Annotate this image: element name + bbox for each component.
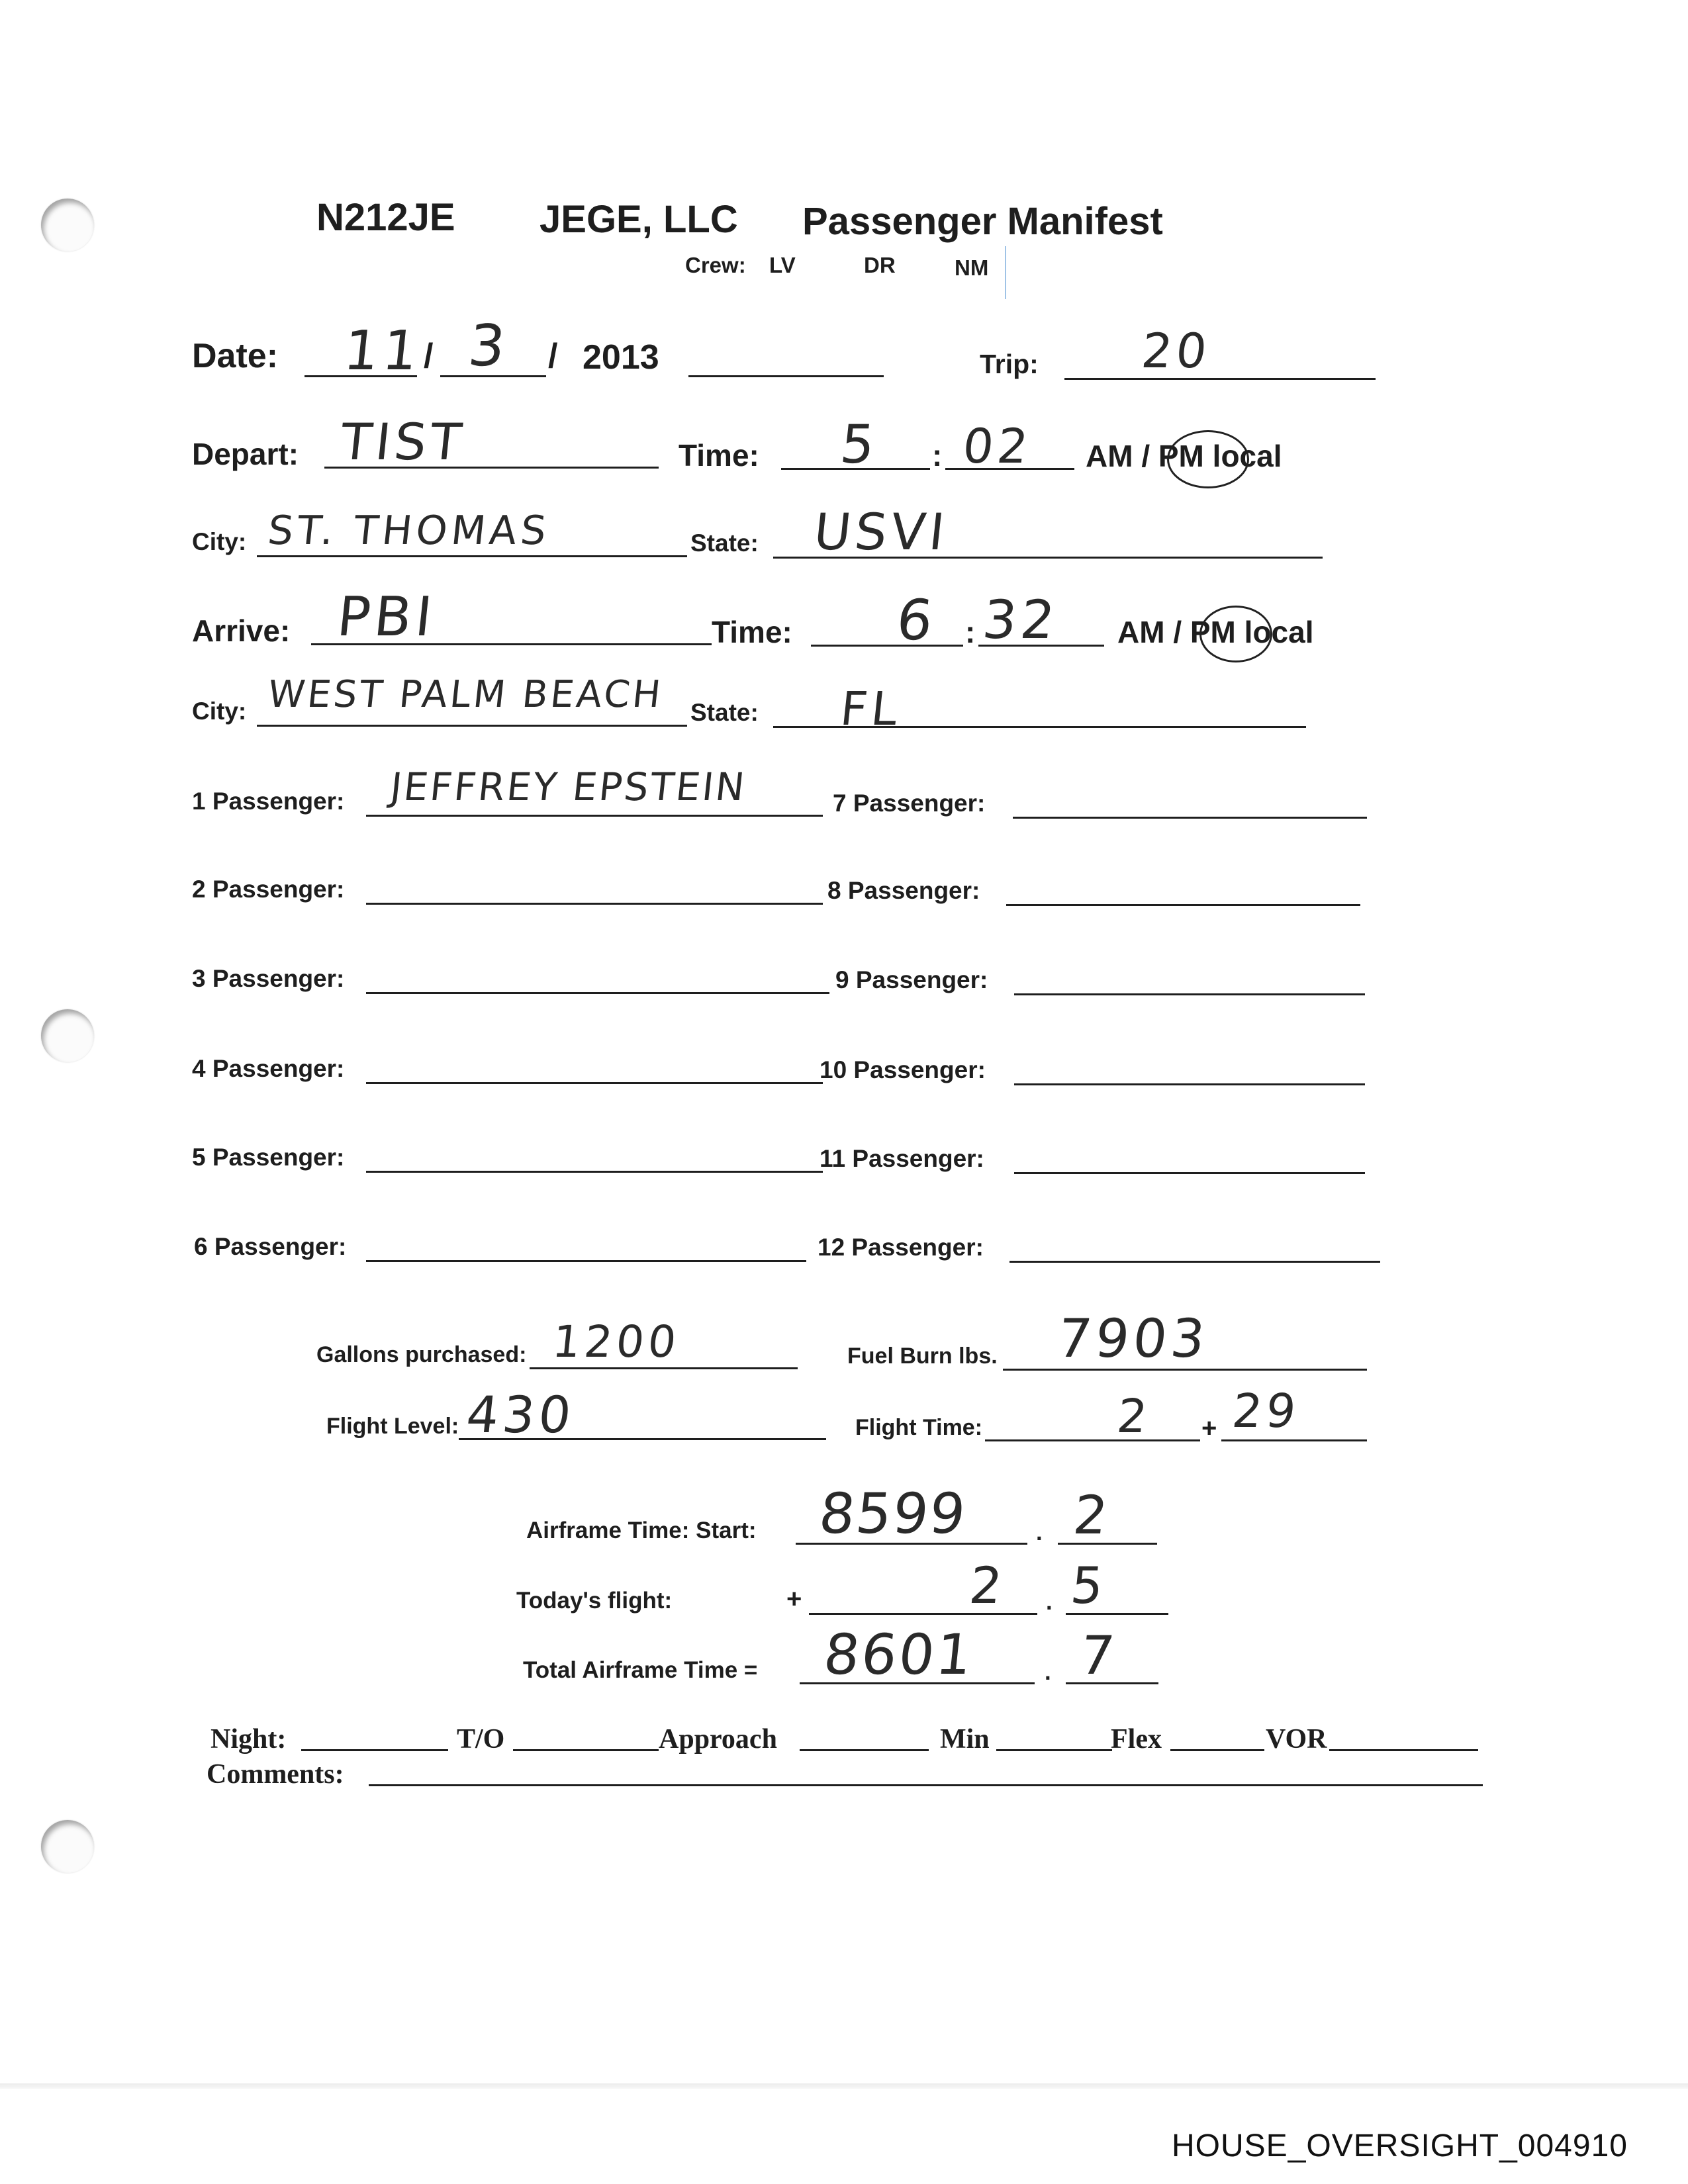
total-airframe-dot: . [1045,1659,1051,1685]
arrive-city-label: City: [192,698,247,725]
flight-time-label: Flight Time: [855,1415,983,1440]
passenger-7-label: 7 Passenger: [833,790,986,817]
date-slash-2: / [548,337,558,375]
crew-member-1: LV [769,253,796,277]
total-airframe-label: Total Airframe Time = [523,1657,758,1683]
depart-city: ST. THOMAS [265,508,553,554]
depart-airport: TIST [338,412,469,471]
arrive-airport: PBI [334,586,439,649]
date-slash-1: / [424,337,434,375]
arrive-ampm: AM / PM local [1117,615,1314,649]
flight-time-plus: + [1201,1414,1217,1443]
manifest-title: Passenger Manifest [802,200,1163,243]
arrive-state-label: State: [690,699,759,726]
passenger-2-label: 2 Passenger: [192,876,345,903]
passenger-6-label: 6 Passenger: [194,1233,347,1260]
binder-hole-middle [41,1009,94,1062]
date-day: 3 [465,313,512,379]
passenger-4-label: 4 Passenger: [192,1055,345,1082]
total-airframe-tenths: 7 [1077,1625,1121,1686]
depart-state: USVI [811,502,952,561]
arrive-pm-circle [1199,606,1272,662]
passenger-1-label: 1 Passenger: [192,788,345,815]
depart-state-label: State: [690,529,759,557]
depart-minute: 02 [960,418,1035,474]
approach-label: Approach [659,1724,777,1754]
airframe-start-whole: 8599 [816,1481,970,1546]
depart-label: Depart: [192,437,299,471]
gallons-label: Gallons purchased: [316,1342,527,1367]
total-airframe-whole: 8601 [820,1622,977,1687]
arrive-label: Arrive: [192,614,291,648]
todays-flight-plus: + [786,1584,802,1614]
crew-member-2: DR [864,253,896,277]
todays-flight-dot: . [1046,1589,1053,1615]
airframe-start-dot: . [1036,1520,1043,1545]
crew-label: Crew: [685,253,746,277]
flight-time-minutes: 29 [1229,1384,1303,1438]
scan-edge [0,2083,1688,2089]
tail-number: N212JE [316,196,455,239]
passenger-5-label: 5 Passenger: [192,1144,345,1171]
date-year: 2013 [583,338,659,377]
arrive-state: FL [837,682,904,736]
passenger-3-label: 3 Passenger: [192,965,345,992]
todays-flight-whole: 2 [966,1556,1009,1615]
crew-member-3: NM [955,255,989,280]
arrive-time-colon: : [965,615,976,649]
airframe-start-tenths: 2 [1070,1484,1115,1546]
todays-flight-tenths: 5 [1068,1556,1111,1615]
depart-city-label: City: [192,528,247,555]
date-month: 11 [341,320,425,383]
night-label: Night: [211,1724,287,1754]
passenger-1-name: JEFFREY EPSTEIN [388,764,749,809]
arrive-minute: 32 [980,589,1062,651]
depart-time-label: Time: [679,438,759,473]
arrive-time-label: Time: [712,615,792,649]
comments-label: Comments: [207,1759,344,1790]
flight-time-hours: 2 [1114,1389,1154,1443]
passenger-12-label: 12 Passenger: [818,1234,984,1261]
vor-label: VOR [1266,1724,1327,1754]
todays-flight-label: Today's flight: [516,1588,673,1614]
trip-label: Trip: [980,349,1039,379]
arrive-city: WEST PALM BEACH [265,673,665,716]
company-name: JEGE, LLC [539,198,738,241]
passenger-9-label: 9 Passenger: [835,966,988,993]
depart-ampm: AM / PM local [1086,439,1282,473]
flight-level-label: Flight Level: [326,1414,459,1439]
depart-pm-circle [1167,430,1249,488]
document-id: HOUSE_OVERSIGHT_004910 [1172,2128,1628,2163]
arrive-hour: 6 [893,588,940,653]
fuel-burn-label: Fuel Burn lbs. [847,1343,998,1369]
depart-time-colon: : [932,438,943,473]
depart-hour: 5 [837,414,882,475]
passenger-11-label: 11 Passenger: [820,1145,984,1172]
passenger-10-label: 10 Passenger: [820,1056,986,1083]
airframe-start-label: Airframe Time: Start: [526,1518,757,1543]
gallons-value: 1200 [550,1316,683,1367]
binder-hole-top [41,199,94,251]
flex-label: Flex [1111,1724,1162,1754]
trip-number: 20 [1139,323,1214,379]
passenger-8-label: 8 Passenger: [827,877,980,904]
to-label: T/O [457,1724,505,1754]
fuel-burn-value: 7903 [1055,1308,1212,1369]
crew-divider [1005,246,1006,299]
binder-hole-bottom [41,1820,94,1873]
min-label: Min [940,1724,990,1754]
date-label: Date: [192,337,279,375]
flight-level-value: 430 [463,1385,578,1444]
